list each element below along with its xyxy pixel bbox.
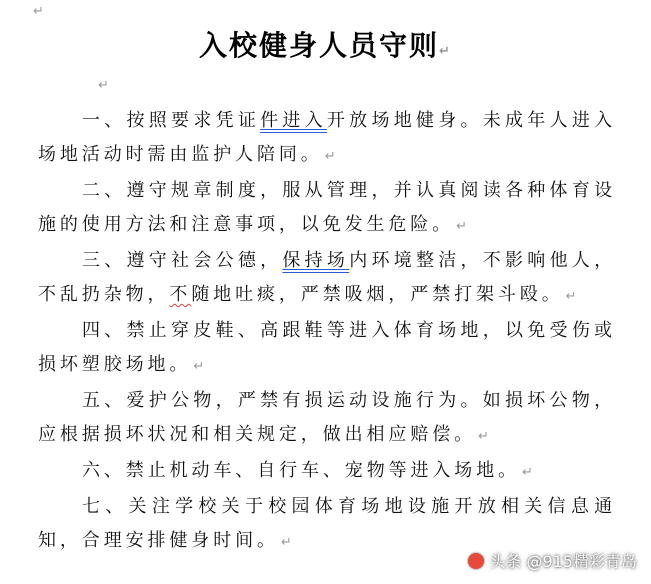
paragraph-mark-icon: ↵ xyxy=(98,78,109,93)
paragraph-mark-icon: ↵ xyxy=(280,535,292,550)
rule-text-segment: 不 xyxy=(169,284,192,305)
paragraph-mark-icon: ↵ xyxy=(439,44,452,59)
paragraph-mark-icon: ↵ xyxy=(324,149,336,164)
rule-text-segment: 五、爱护公物，严禁有损运动设施行为。如损坏公物，应根据损坏状况和相关规定，做出相应赔偿。 xyxy=(38,390,616,445)
rule-paragraph xyxy=(38,384,616,454)
rule-paragraph xyxy=(38,174,616,244)
rule-paragraph xyxy=(38,454,616,490)
rule-paragraph xyxy=(38,314,616,384)
paragraph-mark-icon: ↵ xyxy=(456,219,468,234)
document-title xyxy=(0,24,651,64)
rule-text-segment: 保持场 xyxy=(282,250,350,271)
paragraph-mark-icon: ↵ xyxy=(33,4,44,19)
rule-text-segment: 件进入 xyxy=(260,110,327,131)
watermark-text: 头条 @915精彩青岛 xyxy=(489,552,637,571)
rule-text-segment: 六、禁止机动车、自行车、宠物等进入场地。 xyxy=(82,460,520,481)
rule-text-segment: 二、遵守规章制度，服从管理，并认真阅读各种体育设施的使用方法和注意事项，以免发生危险。 xyxy=(38,180,616,235)
paragraph-mark-icon: ↵ xyxy=(193,359,205,374)
rule-paragraph xyxy=(38,104,616,174)
rule-text-segment: 三、遵守社会公德， xyxy=(82,250,283,271)
watermark xyxy=(468,549,637,572)
rule-text-segment: 开放场地健身。未成年人进入场地活动时需由监护人陪同。 xyxy=(38,110,616,165)
rule-paragraph xyxy=(38,244,616,314)
paragraph-mark-icon: ↵ xyxy=(565,289,577,304)
rule-text-segment: 一、按照要求凭证 xyxy=(82,110,261,131)
rule-text-segment: 内环境整洁，不影响他人，不乱扔杂物， xyxy=(38,250,616,305)
rules-body xyxy=(38,104,616,560)
toutiao-logo-icon xyxy=(468,553,484,569)
paragraph-mark-icon: ↵ xyxy=(478,429,489,444)
rule-text-segment: 随地吐痰，严禁吸烟，严禁打架斗殴。 xyxy=(191,284,564,305)
title-text: 入校健身人员守则 xyxy=(199,29,440,62)
rule-text-segment: 四、禁止穿皮鞋、高跟鞋等进入体育场地，以免受伤或损坏塑胶场地。 xyxy=(38,320,616,375)
rule-text-segment: 七、关注学校关于校园体育场地设施开放相关信息通知，合理安排健身时间。 xyxy=(38,496,616,551)
paragraph-mark-icon: ↵ xyxy=(522,465,533,480)
